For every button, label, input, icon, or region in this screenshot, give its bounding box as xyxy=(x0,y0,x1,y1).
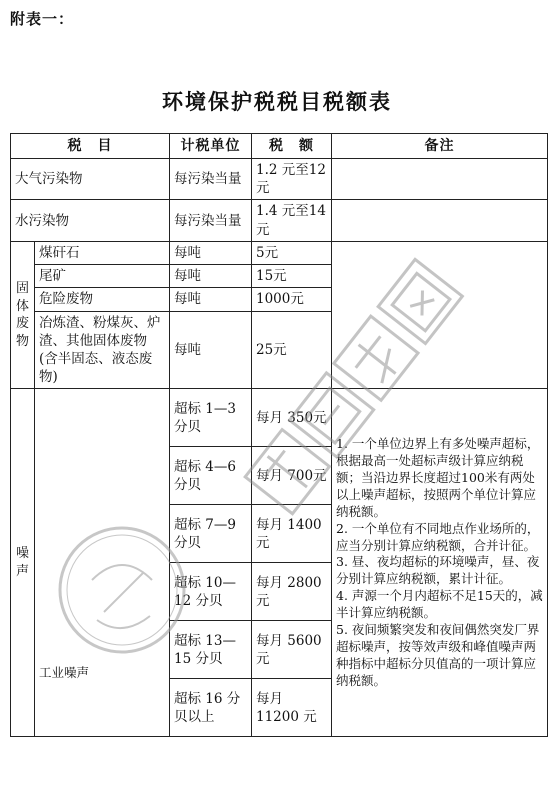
water-unit: 每污染当量 xyxy=(170,200,252,241)
noise-amount: 每月 700元 xyxy=(252,447,332,505)
noise-amount: 每月 2800 元 xyxy=(252,563,332,621)
remark-item: 3. 昼、夜均超标的环境噪声，昼、夜分别计算应纳税额，累计计征。 xyxy=(336,554,540,587)
air-item: 大气污染物 xyxy=(11,159,170,200)
table-header-row xyxy=(11,134,548,159)
table-row-water xyxy=(11,200,548,241)
noise-category-label: 噪声 xyxy=(16,546,30,579)
tax-table xyxy=(10,133,548,737)
noise-amount: 每月 1400 元 xyxy=(252,505,332,563)
noise-unit: 超标 16 分贝以上 xyxy=(170,679,252,737)
col-header-unit: 计税单位 xyxy=(170,134,252,159)
noise-amount: 每月 5600 元 xyxy=(252,621,332,679)
noise-unit: 超标 7—9 分贝 xyxy=(170,505,252,563)
solid-unit: 每吨 xyxy=(170,311,252,389)
air-amount: 1.2 元至12元 xyxy=(252,159,332,200)
noise-subcategory-label: 工业噪声 xyxy=(39,664,90,680)
water-note xyxy=(332,200,548,241)
noise-category xyxy=(11,389,35,737)
table-row-solid xyxy=(11,241,548,264)
solid-category xyxy=(11,241,35,389)
solid-item: 尾矿 xyxy=(35,265,170,288)
remark-item: 4. 声源一个月内超标不足15天的，减半计算应纳税额。 xyxy=(336,588,543,621)
air-note xyxy=(332,159,548,200)
remark-item: 1. 一个单位边界上有多处噪声超标，根据最高一处超标声级计算应纳税额；当沿边界长度超过100米有两处以上噪声超标，按照两个单位计算应纳税额。 xyxy=(336,436,540,519)
solid-unit: 每吨 xyxy=(170,288,252,311)
water-item: 水污染物 xyxy=(11,200,170,241)
solid-unit: 每吨 xyxy=(170,265,252,288)
solid-unit: 每吨 xyxy=(170,241,252,264)
noise-remarks xyxy=(332,389,548,737)
noise-unit: 超标 4—6 分贝 xyxy=(170,447,252,505)
col-header-amount: 税 额 xyxy=(252,134,332,159)
noise-unit: 超标 10—12 分贝 xyxy=(170,563,252,621)
page-title: 环境保护税税目税额表 xyxy=(162,89,392,114)
col-header-item: 税 目 xyxy=(11,134,170,159)
solid-category-label: 固体废物 xyxy=(16,281,30,349)
noise-unit: 超标 1—3 分贝 xyxy=(170,389,252,447)
noise-unit: 超标 13—15 分贝 xyxy=(170,621,252,679)
table-row-noise xyxy=(11,389,548,447)
solid-note xyxy=(332,241,548,389)
appendix-label: 附表一： xyxy=(10,10,75,28)
water-amount: 1.4 元至14元 xyxy=(252,200,332,241)
air-unit: 每污染当量 xyxy=(170,159,252,200)
solid-amount: 5元 xyxy=(252,241,332,264)
solid-item: 煤矸石 xyxy=(35,241,170,264)
noise-amount: 每月 11200 元 xyxy=(252,679,332,737)
solid-amount: 15元 xyxy=(252,265,332,288)
solid-item: 危险废物 xyxy=(35,288,170,311)
remark-item: 5. 夜间频繁突发和夜间偶然突发厂界超标噪声，按等效声级和峰值噪声两种指标中超标分贝值高的一项计算应纳税额。 xyxy=(336,621,540,688)
col-header-note: 备注 xyxy=(332,134,548,159)
solid-amount: 1000元 xyxy=(252,288,332,311)
remark-item: 2. 一个单位有不同地点作业场所的，应当分别计算应纳税额，合并计征。 xyxy=(336,520,540,553)
table-row-air xyxy=(11,159,548,200)
noise-amount: 每月 350元 xyxy=(252,389,332,447)
solid-item: 冶炼渣、粉煤灰、炉渣、其他固体废物(含半固态、液态废物) xyxy=(35,311,170,389)
solid-amount: 25元 xyxy=(252,311,332,389)
noise-subcategory xyxy=(35,389,170,737)
